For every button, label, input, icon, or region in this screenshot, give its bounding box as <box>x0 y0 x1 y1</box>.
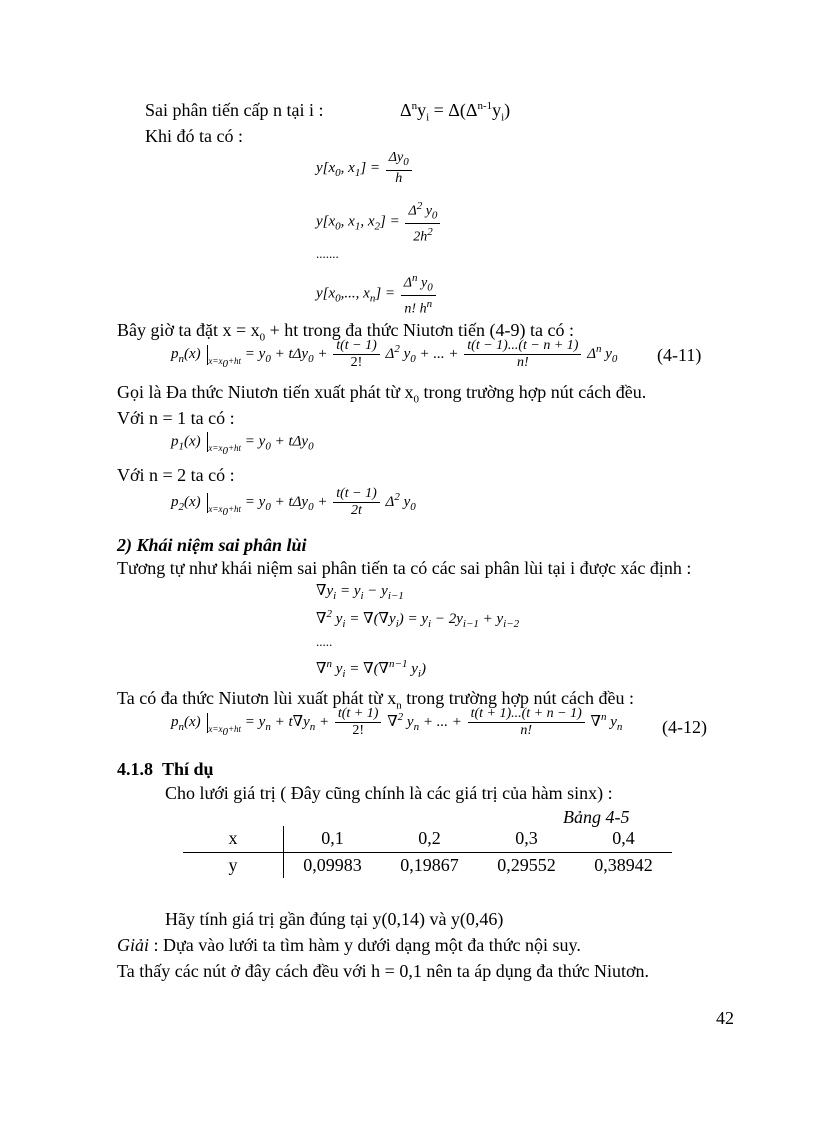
forward-difference-definition: $\Delta^ny_i = \Delta(\Delta^{n-1}y_i)$ <box>400 100 511 124</box>
equation-4-12: $p_n(x) _{x=x_0+ht} = y_n + t\nabla y_n$ + $\frac{t(t + 1)}{2!}$ ∇$^2$ $y_n$ + ... + $\frac{t(t + 1)...(t + n - 1)}{n!}$ ∇$^n$ $y_n$ <box>171 706 623 738</box>
divided-diff-2: $y[x_0$, $x_1$, $x_2$] = $\frac{\Delta^2 y_0}{2h^2}$ <box>316 198 442 246</box>
values-table <box>183 826 672 878</box>
x-value: 0,3 <box>478 826 575 852</box>
y-value: 0,29552 <box>497 854 556 875</box>
dots-2: ..... <box>316 634 333 649</box>
backward-diff-1: $\nabla y_i = y_i - y_{i-1}$ <box>316 583 404 602</box>
x-value: 0,1 <box>284 826 382 852</box>
dots-1: ....... <box>316 246 339 261</box>
table-caption: Bảng 4-5 <box>563 807 630 827</box>
table-row-x <box>183 826 672 852</box>
backward-diff-2: ∇$^2$ $y_i = \nabla(\nabla y_i) = y_i - 2y_{i-1} + y_{i-2}$ <box>316 608 520 630</box>
equation-number-4-11: (4-11) <box>657 345 702 365</box>
y-value: 0,19867 <box>400 854 459 875</box>
section-418-heading <box>117 759 214 781</box>
goi-la-text: Gọi là Đa thức Niutơn tiến xuất phát từ $x_0$ trong trường hợp nút cách đều. <box>117 382 647 406</box>
giai-label: Giải <box>117 935 150 955</box>
section-2-title: 2) Khái niệm sai phân lùi <box>117 535 307 555</box>
equation-n2: $p_2(x) _{x=x_0+ht} = y_0 + t\Delta y_0$ + $\frac{t(t - 1)}{2t}$ $\Delta^2$ $y_0$ <box>171 486 416 518</box>
voi-n1-text: Với n = 1 ta có : <box>117 408 235 428</box>
y-label: y <box>228 854 238 875</box>
ta-co-lui-text: Ta có đa thức Niutơn lùi xuất phát từ $x_n$ trong trường hợp nút cách đều : <box>117 688 634 712</box>
cho-luoi-text: Cho lưới giá trị ( Đây cũng chính là các giá trị của hàm sinx) : <box>165 783 613 803</box>
x-value: 0,2 <box>381 826 478 852</box>
section-418-title: Thí dụ <box>162 759 214 779</box>
bay-gio-text: Bây giờ ta đặt $x = x_0$ + ht trong đa thức Niutơn tiến (4-9) ta có : <box>117 320 575 344</box>
x-value: 0,4 <box>575 826 672 852</box>
khi-do-text: Khi đó ta có : <box>145 126 243 146</box>
voi-n2-text: Với n = 2 ta có : <box>117 465 235 485</box>
section-418-number: 4.1.8 <box>117 759 153 779</box>
hay-tinh-text: Hãy tính giá trị gần đúng tại y(0,14) và y(0,46) <box>165 909 504 929</box>
tuong-tu-text: Tương tự như khái niệm sai phân tiến ta có các sai phân lùi tại i được xác định : <box>117 558 692 578</box>
divided-diff-n: $y[x_0$,..., $x_n$] = $\frac{\Delta^n y_0}{n! h^n}$ <box>316 270 438 318</box>
divided-diff-1: $y[x_0$, $x_1$] = $\frac{\Delta y_0}{h}$ <box>316 150 414 187</box>
intro-line: Sai phân tiến cấp n tại i : <box>145 100 324 120</box>
x-label: x <box>183 826 284 852</box>
backward-diff-n: ∇$^n$ $y_i = \nabla(\nabla^{n-1}$ $y_i$) <box>316 658 426 680</box>
y-value: 0,38942 <box>594 854 653 875</box>
equation-4-11: $p_n(x) _{x=x_0+ht} = y_0 + t\Delta y_0$ + $\frac{t(t - 1)}{2!}$ $\Delta^2$ $y_0$ + ... + $\frac{t(t - 1)...(t - n + 1)}{n!}$ $\Delta^n$ $y_0$ <box>171 338 618 370</box>
ta-thay-text: Ta thấy các nút ở đây cách đều với h = 0,1 nên ta áp dụng đa thức Niutơn. <box>117 961 650 981</box>
giai-line: Giải : Dựa vào lưới ta tìm hàm y dưới dạng một đa thức nội suy. <box>117 935 581 955</box>
equation-n1: $p_1(x) _{x=x_0+ht} = y_0 + t\Delta y_0$ <box>171 433 314 458</box>
table-row-y <box>183 852 672 878</box>
y-value: 0,09983 <box>284 852 382 878</box>
page-number: 42 <box>716 1008 734 1028</box>
equation-number-4-12: (4-12) <box>662 717 707 737</box>
